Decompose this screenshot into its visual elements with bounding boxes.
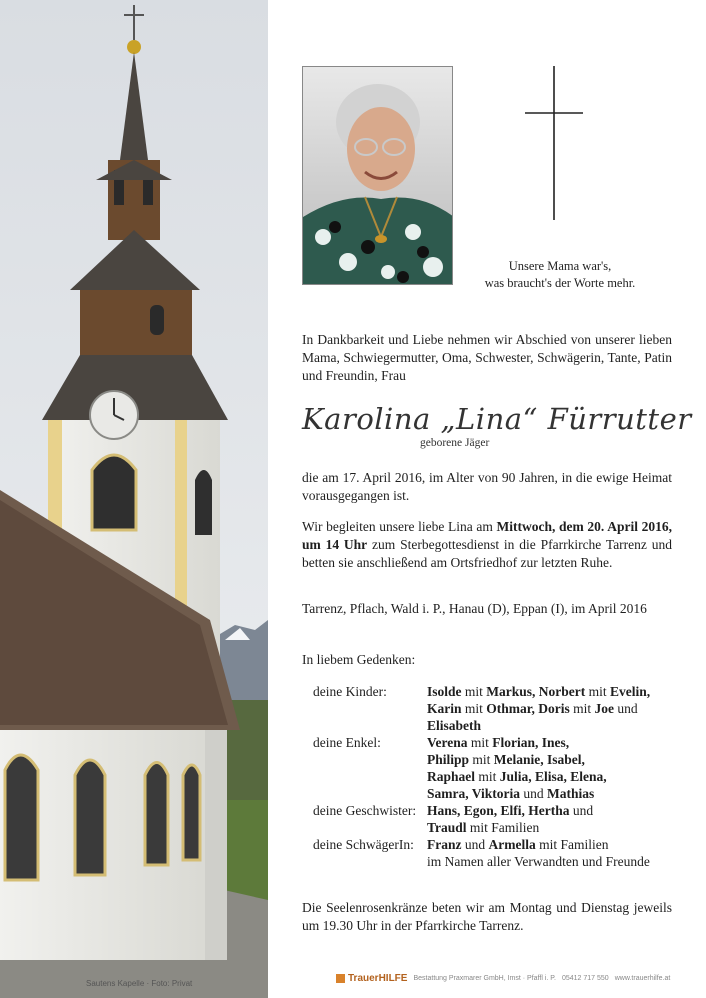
family-names xyxy=(427,802,683,836)
footer xyxy=(336,973,706,989)
maiden-name: geborene Jäger xyxy=(420,437,490,449)
cross-icon xyxy=(525,66,583,220)
family-name-line xyxy=(427,819,683,836)
family-connector-text: mit Familien xyxy=(535,837,609,852)
family-group-children xyxy=(313,683,683,734)
family-connector-text: mit xyxy=(475,769,500,784)
family-relation-label: deine Enkel: xyxy=(313,735,381,750)
family-group-grandchildren xyxy=(313,734,683,802)
family-member-names: Traudl xyxy=(427,820,467,835)
family-member-names: Franz xyxy=(427,837,462,852)
brand-name: TrauerHILFE xyxy=(348,973,408,984)
family-group-inlaws xyxy=(313,836,683,870)
family-connector-text: im Namen aller Verwandten und Freunde xyxy=(427,854,650,869)
website-link[interactable]: www.trauerhilfe.at xyxy=(614,975,671,982)
rosary-notice: Die Seelenrosenkränze beten wir am Montag und Dienstag jeweils um 19.30 Uhr in der Pfarrkirche Tarrenz. xyxy=(302,900,672,933)
family-member-names: Hans, Egon, Elfi, Hertha xyxy=(427,803,570,818)
memory-heading: In liebem Gedenken: xyxy=(302,652,416,667)
family-member-names: Mathias xyxy=(547,786,595,801)
service-date: Mittwoch, dem 20. April 2016, um 14 Uhr xyxy=(302,519,672,552)
family-connector-text: und xyxy=(614,701,638,716)
service-text-2: zum Sterbegottesdienst in die Pfarrkirche Tarrenz und betten sie anschließend am Ortsfriedhof zur letzten Ruhe. xyxy=(302,537,672,570)
service-text-1: Wir begleiten unsere liebe Lina am xyxy=(302,519,497,534)
family-member-names: Julia, Elisa, Elena, xyxy=(499,769,607,784)
service-notice xyxy=(302,518,672,572)
family-name-line xyxy=(427,717,683,734)
family-connector-text: mit xyxy=(461,701,487,716)
family-member-names: Philipp xyxy=(427,752,470,767)
family-connector-text: mit xyxy=(585,684,611,699)
family-relation-label: deine SchwägerIn: xyxy=(313,837,414,852)
family-relation-label: deine Kinder: xyxy=(313,684,387,699)
family-member-names: Melanie, Isabel, xyxy=(493,752,585,767)
family-member-names: Isolde xyxy=(427,684,462,699)
family-member-names: Joe xyxy=(594,701,615,716)
motto xyxy=(460,258,660,292)
family-name-line xyxy=(427,700,683,717)
family-connector-text: und xyxy=(520,786,547,801)
brand-logo-icon xyxy=(336,974,345,983)
family-member-names: Armella xyxy=(488,837,536,852)
intro-text: In Dankbarkeit und Liebe nehmen wir Abschied von unserer lieben Mama, Schwiegermutter, Oma, Schwester, Schwägerin, Tante, Patin und Freundin, Frau xyxy=(302,332,672,383)
family-names xyxy=(427,734,683,802)
family-member-names: Florian, Ines, xyxy=(492,735,570,750)
family-group-siblings xyxy=(313,802,683,836)
family-name-line xyxy=(427,768,683,785)
death-notice: die am 17. April 2016, im Alter von 90 Jahren, in die ewige Heimat vorausgegangen ist. xyxy=(302,470,672,503)
phone-number: 05412 717 550 xyxy=(561,975,609,982)
family-name-line xyxy=(427,836,683,853)
family-connector-text: mit xyxy=(461,684,487,699)
family-member-names: Markus, Norbert xyxy=(486,684,586,699)
motto-line-2: was braucht's der Worte mehr. xyxy=(484,276,636,290)
deceased-name: Karolina „Lina“ Fürrutter xyxy=(302,402,692,436)
places-date: Tarrenz, Pflach, Wald i. P., Hanau (D), Eppan (I), im April 2016 xyxy=(302,601,647,616)
family-name-line xyxy=(427,802,683,819)
family-connector-text: mit Familien xyxy=(466,820,540,835)
photo-credit: Sautens Kapelle · Foto: Privat xyxy=(86,979,193,988)
company-name: Bestattung Praxmarer GmbH, Imst · Pfaffl i. P. xyxy=(413,975,556,982)
family-member-names: Evelin, xyxy=(610,684,651,699)
portrait-photo xyxy=(302,66,453,285)
church-photo xyxy=(0,0,268,998)
family-name-line xyxy=(427,853,683,870)
family-connector-text: und xyxy=(461,837,489,852)
family-names xyxy=(427,683,683,734)
family-connector-text: mit xyxy=(469,752,494,767)
family-name-line xyxy=(427,785,683,802)
family-names xyxy=(427,836,683,870)
motto-line-1: Unsere Mama war's, xyxy=(508,259,612,273)
family-name-line xyxy=(427,751,683,768)
family-connector-text: mit xyxy=(467,735,493,750)
family-connector-text: und xyxy=(569,803,594,818)
family-member-names: Othmar, Doris xyxy=(486,701,570,716)
family-name-line xyxy=(427,683,683,700)
family-connector-text: mit xyxy=(569,701,595,716)
family-member-names: Samra, Viktoria xyxy=(427,786,520,801)
family-member-names: Raphael xyxy=(427,769,476,784)
family-member-names: Karin xyxy=(427,701,462,716)
family-member-names: Elisabeth xyxy=(427,718,482,733)
family-list xyxy=(313,683,683,870)
family-member-names: Verena xyxy=(427,735,468,750)
family-relation-label: deine Geschwister: xyxy=(313,803,417,818)
family-name-line xyxy=(427,734,683,751)
